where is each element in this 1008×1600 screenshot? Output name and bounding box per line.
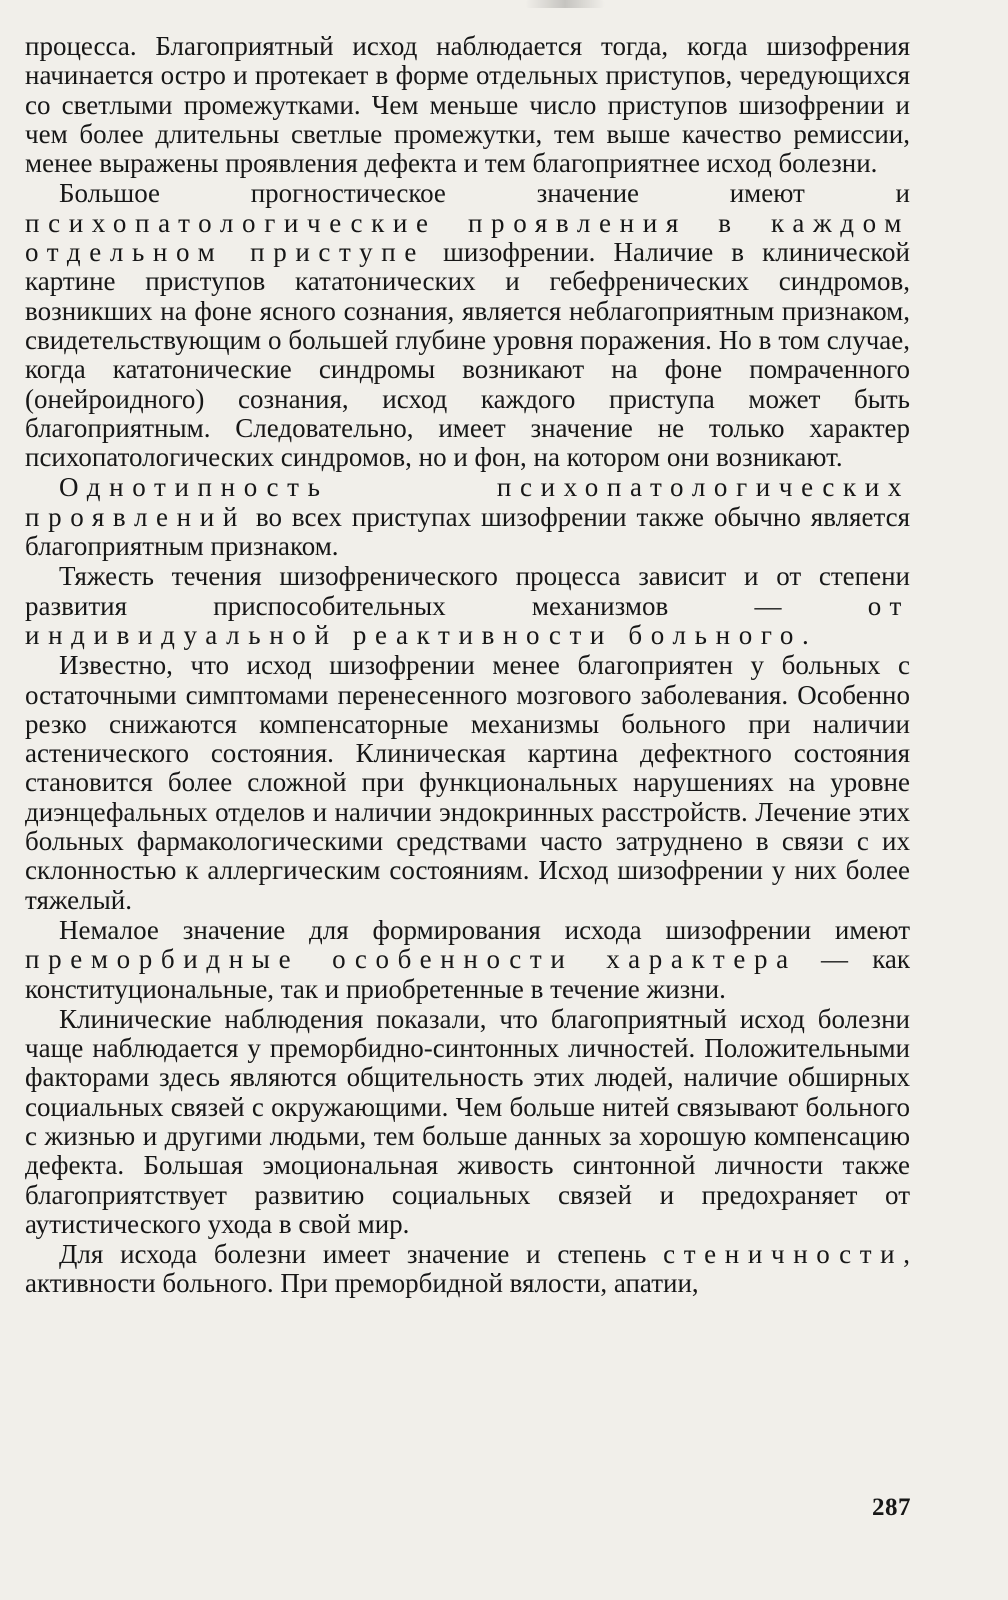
paragraph-2-text-a: Большое прогностическое значение имеют и (59, 178, 910, 209)
paragraph-6-text-a: Немалое значение для формирования исхода шизофрении имеют (59, 914, 910, 945)
paragraph-7 (25, 1005, 910, 1239)
paragraph-8-text-a: Для исхода болезни имеет значение и степень (59, 1239, 664, 1270)
paragraph-8-text-b: , активности больного. При преморбидной вялости, апатии, (25, 1239, 910, 1299)
page-text (25, 32, 910, 1299)
paragraph-1-text: процесса. Благоприятный исход наблюдается тогда, когда шизофрения начинается остро и протекает в форме отдельных приступов, чередующихся со светлыми промежутками. Чем меньше число приступов шизофрении и чем более длительны светлые промежутки, тем выше качество ремиссии, менее выражены проявления дефекта и тем благоприятнее исход болезни. (25, 31, 910, 179)
paragraph-4-text-a: Тяжесть течения шизофренического процесса зависит и от степени развития приспособительных механизмов — (25, 561, 910, 621)
paragraph-6-spaced-term: преморбидные особенности характера (25, 944, 797, 975)
paragraph-5-text: Известно, что исход шизофрении менее благоприятен у больных с остаточными симптомами перенесенного мозгового заболевания. Особенно резко снижаются компенсаторные механизмы больного при наличии астенического состояния. Клиническая картина дефектного состояния становится более сложной при функциональных нарушениях на уровне диэнцефальных отделов и наличии эндокринных расстройств. Лечение этих больных фармакологическими средствами часто затруднено в связи с их склонностью к аллергическим состояниям. Исход шизофрении у них более тяжелый. (25, 650, 910, 915)
paragraph-6-text-b: — как конституциональные, так и приобретенные в течение жизни. (25, 944, 910, 1004)
paragraph-7-text: Клинические наблюдения показали, что благоприятный исход болезни чаще наблюдается у преморбидно-синтонных личностей. Положительными факторами здесь являются общительность этих людей, наличие обширных социальных связей с окружающими. Чем больше нитей связывают больного с жизнью и другими людьми, тем больше данных за хорошую компенсацию дефекта. Большая эмоциональная живость синтонной личности также благоприятствует развитию социальных связей и предохраняет от аутистического ухода в свой мир. (25, 1003, 910, 1239)
page-number: 287 (872, 1494, 911, 1521)
scan-smudge (525, 0, 605, 8)
paragraph-8 (25, 1240, 910, 1299)
paragraph-2 (25, 179, 910, 472)
paragraph-4-spaced-term: от индивидуальной реактивности больного. (25, 590, 910, 650)
paragraph-1 (25, 32, 910, 178)
paragraph-6 (25, 916, 910, 1004)
paragraph-3-text-b: во всех приступах шизофрении также обычно является благоприятным признаком. (25, 501, 910, 562)
paragraph-2-text-b: шизофрении. Наличие в клинической картине приступов кататонических и гебефренических синдромов, возникших на фоне ясного сознания, является неблагоприятным признаком, свидетельствующим о большей глубине уровня поражения. Но в том случае, когда кататонические синдромы возникают на фоне помраченного (онейроидного) сознания, исход каждого приступа может быть благоприятным. Следовательно, имеет значение не только характер психопатологических синдромов, но и фон, на котором они возникают. (25, 237, 910, 473)
paragraph-2-spaced-term: психопатологические проявления в каждом отдельном приступе (25, 207, 910, 268)
paragraph-8-spaced-term: стеничности (663, 1239, 904, 1270)
paragraph-5 (25, 651, 910, 915)
paragraph-3 (25, 473, 910, 561)
paragraph-3-spaced-term: Однотипность психопатологических проявлений (25, 472, 910, 532)
paragraph-4 (25, 562, 910, 650)
